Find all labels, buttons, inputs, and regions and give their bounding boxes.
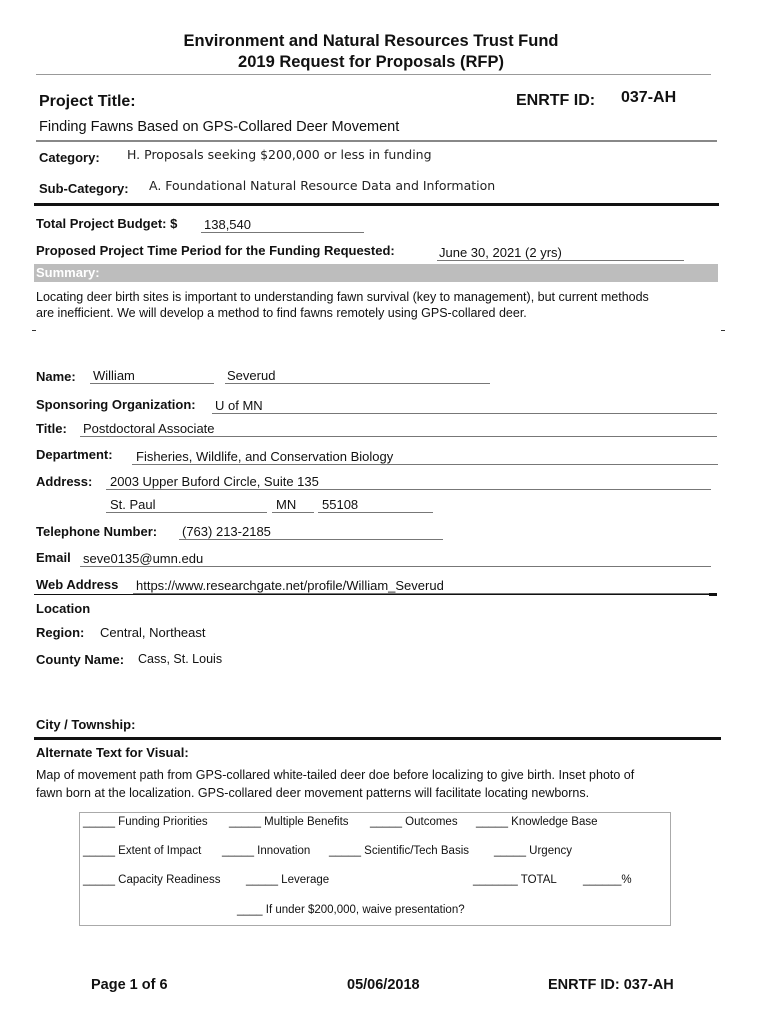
- summary-line-1: Locating deer birth sites is important to understanding fawn survival (key to management), but current methods: [36, 290, 649, 304]
- score-total: _______ TOTAL: [473, 874, 557, 886]
- sponsoring-org-value: U of MN: [212, 398, 717, 414]
- footer-date: 05/06/2018: [347, 977, 420, 993]
- tick-mark-left: [32, 330, 36, 331]
- email-label: Email: [36, 550, 71, 565]
- street-value: 2003 Upper Buford Circle, Suite 135: [106, 474, 711, 490]
- title-label: Title:: [36, 421, 67, 436]
- last-name-value: Severud: [225, 368, 490, 384]
- form-subtitle: 2019 Request for Proposals (RFP): [238, 53, 504, 71]
- name-label: Name:: [36, 369, 76, 384]
- county-value: Cass, St. Louis: [138, 652, 223, 666]
- score-knowledge-base: _____ Knowledge Base: [476, 816, 598, 828]
- email-value: seve0135@umn.edu: [80, 551, 711, 567]
- score-funding-priorities: _____ Funding Priorities: [83, 816, 208, 828]
- address-label: Address:: [36, 474, 93, 489]
- title-value: Postdoctoral Associate: [80, 421, 717, 437]
- subcategory-label: Sub-Category:: [39, 181, 129, 196]
- contact-divider-end: [709, 593, 717, 596]
- score-outcomes: _____ Outcomes: [370, 816, 458, 828]
- alt-text-line-1: Map of movement path from GPS-collared white-tailed deer doe before localizing to give birth. Inset photo of: [36, 768, 635, 782]
- title-divider: [36, 140, 717, 142]
- web-address-label: Web Address: [36, 577, 119, 592]
- category-label: Category:: [39, 150, 100, 165]
- enrtf-id-value: 037-AH: [621, 89, 677, 106]
- alt-text-label: Alternate Text for Visual:: [36, 745, 189, 760]
- header-divider: [36, 74, 711, 75]
- score-innovation: _____ Innovation: [222, 845, 311, 857]
- waive-presentation: ____ If under $200,000, waive presentation?: [237, 904, 465, 916]
- web-address-value: https://www.researchgate.net/profile/William_Severud: [133, 578, 713, 594]
- project-title-value: Finding Fawns Based on GPS-Collared Deer Movement: [39, 119, 400, 135]
- telephone-label: Telephone Number:: [36, 524, 158, 539]
- city-township-label: City / Township:: [36, 717, 136, 732]
- form-title: Environment and Natural Resources Trust Fund: [183, 32, 559, 50]
- project-title-label: Project Title:: [39, 93, 136, 110]
- category-divider: [34, 203, 719, 206]
- region-label: Region:: [36, 625, 85, 640]
- subcategory-value: A. Foundational Natural Resource Data and Information: [149, 178, 496, 193]
- enrtf-id-label: ENRTF ID:: [516, 92, 596, 109]
- location-heading: Location: [36, 601, 91, 616]
- score-multiple-benefits: _____ Multiple Benefits: [229, 816, 349, 828]
- state-value: MN: [272, 497, 314, 513]
- telephone-value: (763) 213-2185: [179, 524, 443, 540]
- county-label: County Name:: [36, 652, 125, 667]
- first-name-value: William: [90, 368, 214, 384]
- city-value: St. Paul: [106, 497, 267, 513]
- sponsoring-org-label: Sponsoring Organization:: [36, 397, 196, 412]
- footer-enrtf-id: ENRTF ID: 037-AH: [548, 977, 674, 993]
- zip-value: 55108: [318, 497, 433, 513]
- score-scientific-tech-basis: _____ Scientific/Tech Basis: [329, 845, 469, 857]
- location-divider: [34, 737, 721, 740]
- category-value: H. Proposals seeking $200,000 or less in funding: [127, 147, 432, 162]
- score-urgency: _____ Urgency: [494, 845, 572, 857]
- time-period-value: June 30, 2021 (2 yrs): [437, 245, 684, 261]
- tick-mark-right: [721, 330, 725, 331]
- alt-text-line-2: fawn born at the localization. GPS-collared deer movement patterns will facilitate locating newborns.: [36, 786, 590, 800]
- score-percent: ______%: [583, 874, 632, 886]
- time-period-label: Proposed Project Time Period for the Funding Requested:: [36, 243, 395, 258]
- department-value: Fisheries, Wildlife, and Conservation Biology: [132, 449, 718, 465]
- region-value: Central, Northeast: [100, 625, 206, 640]
- score-capacity-readiness: _____ Capacity Readiness: [83, 874, 221, 886]
- summary-banner: Summary:: [34, 264, 718, 282]
- score-leverage: _____ Leverage: [246, 874, 330, 886]
- summary-line-2: are inefficient. We will develop a method to find fawns remotely using GPS-collared deer.: [36, 306, 527, 320]
- footer-page-number: Page 1 of 6: [91, 977, 168, 993]
- total-budget-label: Total Project Budget: $: [36, 216, 178, 231]
- score-extent-of-impact: _____ Extent of Impact: [83, 845, 202, 857]
- total-budget-value: 138,540: [201, 217, 364, 233]
- contact-divider: [34, 594, 717, 595]
- department-label: Department:: [36, 447, 113, 462]
